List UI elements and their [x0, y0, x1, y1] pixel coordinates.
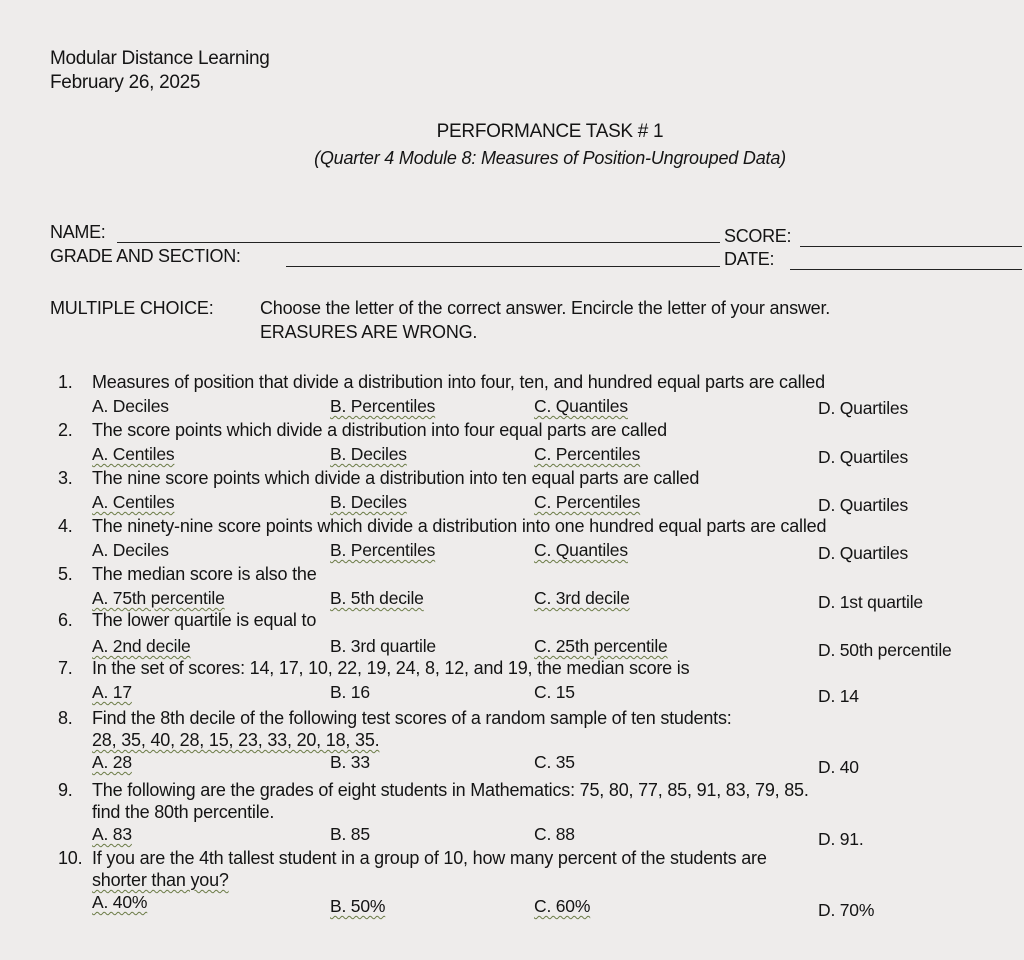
q3-option-a[interactable]: A. Centiles [92, 492, 175, 512]
q5-option-b[interactable]: B. 5th decile [330, 588, 424, 608]
score-label: SCORE: [724, 226, 792, 246]
q10-option-b[interactable]: B. 50% [330, 896, 386, 916]
question-9 [58, 780, 809, 801]
q2-option-c[interactable]: C. Percentiles [534, 444, 641, 464]
q5-option-c[interactable]: C. 3rd decile [534, 588, 630, 608]
question-number: 9. [58, 780, 73, 800]
q3-option-d[interactable]: D. Quartiles [818, 495, 908, 515]
q9-option-a[interactable]: A. 83 [92, 824, 132, 844]
grade-section-line [286, 266, 720, 267]
question-number: 10. [58, 848, 83, 868]
instructions-text: Choose the letter of the correct answer. Encircle the letter of your answer. [260, 298, 831, 318]
q5-option-d[interactable]: D. 1st quartile [818, 592, 923, 612]
header-line1: Modular Distance Learning [50, 48, 270, 69]
instructions-label: MULTIPLE CHOICE: [50, 298, 214, 318]
q9-option-b[interactable]: B. 85 [330, 824, 370, 844]
q6-option-a[interactable]: A. 2nd decile [92, 636, 191, 656]
question-text: In the set of scores: 14, 17, 10, 22, 19, 24, 8, 12, and 19, the median score is [92, 658, 690, 678]
q3-option-c[interactable]: C. Percentiles [534, 492, 641, 512]
q8-option-a[interactable]: A. 28 [92, 752, 132, 772]
q7-option-c[interactable]: C. 15 [534, 682, 575, 702]
q1-option-b[interactable]: B. Percentiles [330, 396, 436, 416]
question-number: 6. [58, 610, 73, 630]
question-7 [58, 658, 689, 679]
q2-option-b[interactable]: B. Deciles [330, 444, 407, 464]
q10-option-d[interactable]: D. 70% [818, 900, 875, 920]
question-6 [58, 610, 316, 631]
q8-option-d[interactable]: D. 40 [818, 757, 859, 777]
q6-option-c[interactable]: C. 25th percentile [534, 636, 668, 656]
q7-option-a[interactable]: A. 17 [92, 682, 132, 702]
q9-option-d[interactable]: D. 91. [818, 829, 864, 849]
q1-option-c[interactable]: C. Quantiles [534, 396, 628, 416]
date-line [790, 269, 1022, 270]
q9-prompt: find the 80th percentile. [92, 802, 275, 822]
question-number: 1. [58, 372, 73, 392]
question-number: 4. [58, 516, 73, 536]
name-label: NAME: [50, 222, 106, 242]
q8-option-b[interactable]: B. 33 [330, 752, 370, 772]
question-text: The lower quartile is equal to [92, 610, 317, 630]
question-text: The median score is also the [92, 564, 317, 584]
question-1 [58, 372, 825, 393]
question-4 [58, 516, 826, 537]
question-text: Measures of position that divide a distribution into four, ten, and hundred equal parts are called [92, 372, 825, 392]
date-label: DATE: [724, 249, 775, 269]
page-title: PERFORMANCE TASK # 1 [436, 121, 664, 142]
q8-option-c[interactable]: C. 35 [534, 752, 575, 772]
question-text: If you are the 4th tallest student in a group of 10, how many percent of the students are [92, 848, 767, 868]
question-text: The score points which divide a distribution into four equal parts are called [92, 420, 667, 440]
grade-section-label: GRADE AND SECTION: [50, 246, 241, 266]
q10-option-c[interactable]: C. 60% [534, 896, 591, 916]
q4-option-b[interactable]: B. Percentiles [330, 540, 436, 560]
q10-option-a[interactable]: A. 40% [92, 892, 148, 912]
q8-data-set: 28, 35, 40, 28, 15, 23, 33, 20, 18, 35. [92, 730, 380, 750]
q6-option-d[interactable]: D. 50th percentile [818, 640, 952, 660]
name-line [117, 242, 720, 243]
score-line [800, 246, 1022, 247]
q10-prompt: shorter than you? [92, 870, 229, 890]
question-3 [58, 468, 699, 489]
q6-option-b[interactable]: B. 3rd quartile [330, 636, 436, 656]
question-text: Find the 8th decile of the following test scores of a random sample of ten students: [92, 708, 732, 728]
question-8 [58, 708, 732, 729]
q2-option-a[interactable]: A. Centiles [92, 444, 175, 464]
question-number: 8. [58, 708, 73, 728]
q5-option-a[interactable]: A. 75th percentile [92, 588, 225, 608]
q4-option-c[interactable]: C. Quantiles [534, 540, 628, 560]
question-number: 5. [58, 564, 73, 584]
q4-option-d[interactable]: D. Quartiles [818, 543, 908, 563]
q4-option-a[interactable]: A. Deciles [92, 540, 169, 560]
page-subtitle: (Quarter 4 Module 8: Measures of Position-Ungrouped Data) [314, 148, 786, 168]
question-number: 7. [58, 658, 73, 678]
q1-option-a[interactable]: A. Deciles [92, 396, 169, 416]
q9-option-c[interactable]: C. 88 [534, 824, 575, 844]
q3-option-b[interactable]: B. Deciles [330, 492, 407, 512]
question-number: 3. [58, 468, 73, 488]
q7-option-b[interactable]: B. 16 [330, 682, 370, 702]
question-text: The nine score points which divide a distribution into ten equal parts are called [92, 468, 700, 488]
header-date: February 26, 2025 [50, 72, 201, 93]
q1-option-d[interactable]: D. Quartiles [818, 398, 908, 418]
instructions-warning: ERASURES ARE WRONG. [260, 322, 478, 342]
q2-option-d[interactable]: D. Quartiles [818, 447, 908, 467]
question-10 [58, 848, 767, 869]
question-text: The following are the grades of eight students in Mathematics: 75, 80, 77, 85, 91, 83, 79, 85. [92, 780, 809, 800]
question-number: 2. [58, 420, 73, 440]
question-2 [58, 420, 667, 441]
question-5 [58, 564, 317, 585]
q7-option-d[interactable]: D. 14 [818, 686, 859, 706]
question-text: The ninety-nine score points which divide a distribution into one hundred equal parts are called [92, 516, 827, 536]
